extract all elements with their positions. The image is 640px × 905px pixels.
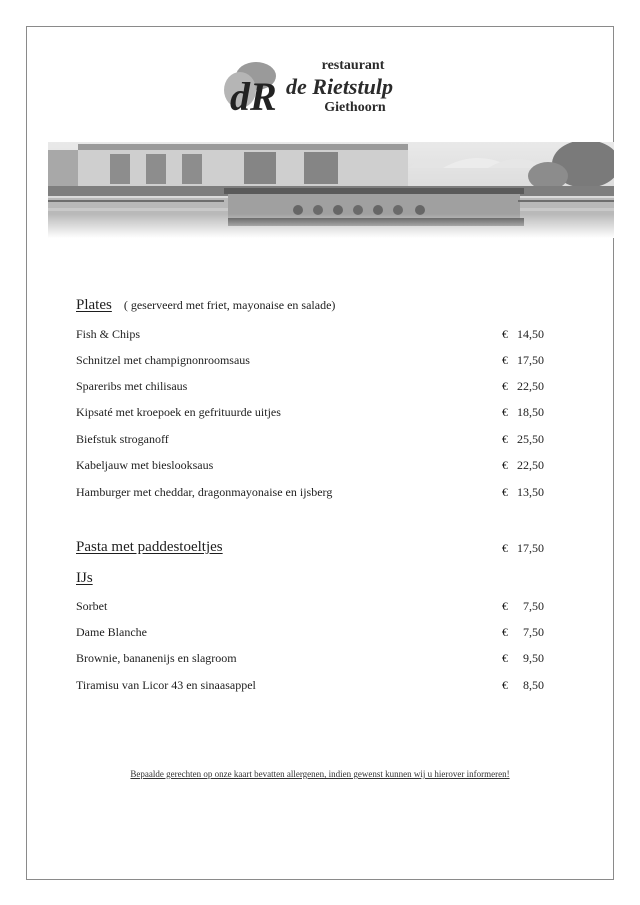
section-title-pasta: Pasta met paddestoeltjes [76,539,223,555]
svg-text:dR: dR [230,74,277,116]
restaurant-photo [48,142,614,238]
item-name: Brownie, bananenijs en slagroom [76,651,237,665]
plates-note: ( geserveerd met friet, mayonaise en salade) [123,298,336,312]
item-name: Spareribs met chilisaus [76,379,188,393]
section-title-ijs: IJs [76,570,93,586]
restaurant-logo [222,58,422,118]
menu-item: Kipsaté met kroepoek en gefrituurde uitjes € 18,50 [76,405,544,419]
allergen-note: Bepaalde gerechten op onze kaart bevatten allergenen, indien gewenst kunnen wij u hierover informeren! [130,769,510,779]
item-name: Tiramisu van Licor 43 en sinaasappel [76,678,256,692]
menu-item: Sorbet € 7,50 [76,599,544,613]
menu-item: Dame Blanche € 7,50 [76,625,544,639]
menu-item: Hamburger met cheddar, dragonmayonaise en ijsberg € 13,50 [76,485,544,499]
item-name: Kipsaté met kroepoek en gefrituurde uitjes [76,405,281,419]
plates-title: Plates [76,297,112,313]
item-name: Biefstuk stroganoff [76,432,169,446]
logo-restaurant-name: de Rietstulp [286,74,393,99]
item-name: Dame Blanche [76,625,147,639]
menu-item: Biefstuk stroganoff € 25,50 [76,432,544,446]
item-name: Hamburger met cheddar, dragonmayonaise en ijsberg [76,485,333,499]
menu-item: Brownie, bananenijs en slagroom € 9,50 [76,651,544,665]
section-title-plates [76,297,335,314]
item-name: Schnitzel met champignonroomsaus [76,353,250,367]
item-name: Fish & Chips [76,327,141,341]
menu-item: Tiramisu van Licor 43 en sinaasappel € 8,50 [76,678,544,692]
logo-town-name: Giethoorn [324,100,386,115]
logo-restaurant-text: restaurant [321,58,385,73]
item-name: Sorbet [76,599,108,613]
menu-item: Schnitzel met champignonroomsaus € 17,50 [76,353,544,367]
item-name: Kabeljauw met bieslooksaus [76,458,214,472]
logo-monogram [222,58,280,116]
menu-item: Fish & Chips € 14,50 [76,327,544,341]
menu-item: Kabeljauw met bieslooksaus € 22,50 [76,458,544,472]
menu-item: Spareribs met chilisaus € 22,50 [76,379,544,393]
pasta-price: € 17,50 [502,541,544,555]
